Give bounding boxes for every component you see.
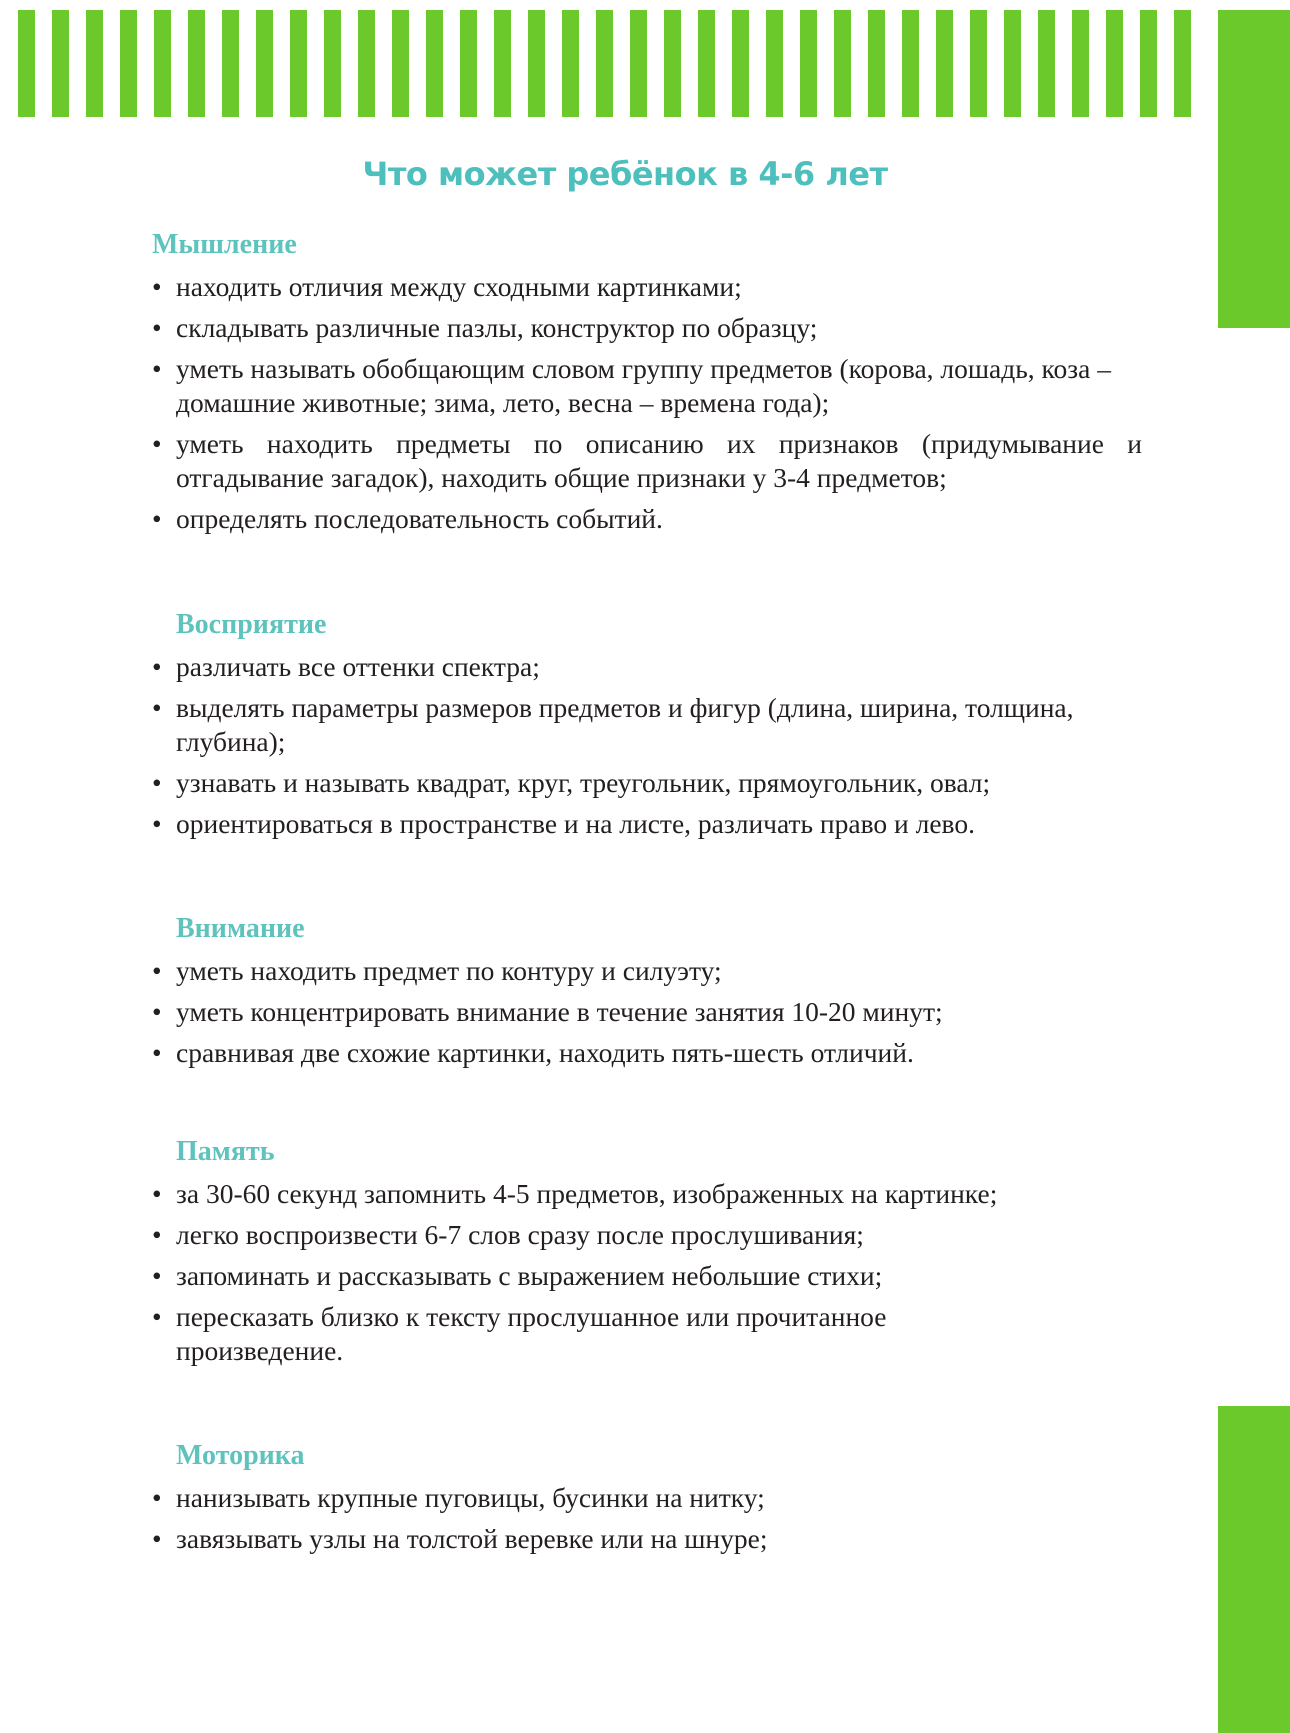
bullet-icon: • bbox=[152, 503, 162, 534]
bullet-icon: • bbox=[152, 692, 162, 723]
bullet-icon: • bbox=[152, 996, 162, 1027]
section-heading: Мышление bbox=[152, 229, 297, 260]
list-item: • за 30-60 секунд запомнить 4-5 предметов, изображенных на картинке; bbox=[152, 1178, 998, 1209]
section-attention bbox=[152, 912, 1142, 1077]
section-heading: Моторика bbox=[176, 1440, 305, 1471]
list-item: • уметь находить предметы по описанию их признаков (придумывание и отгадывание загадок), находить общие признаки у 3-4 предметов; bbox=[152, 428, 1142, 493]
bullet-icon: • bbox=[152, 651, 162, 682]
section-heading: Память bbox=[176, 1136, 275, 1167]
decorative-stripes bbox=[18, 10, 1208, 117]
bullet-icon: • bbox=[152, 808, 162, 839]
list-item: • уметь концентрировать внимание в течение занятия 10-20 минут; bbox=[152, 996, 943, 1027]
section-heading: Внимание bbox=[176, 913, 305, 944]
list-item: • сравнивая две схожие картинки, находить пять-шесть отличий. bbox=[152, 1037, 914, 1068]
bullet-icon: • bbox=[152, 271, 162, 302]
list-item: • выделять параметры размеров предметов и фигур (длина, ширина, толщина, глубина); bbox=[152, 692, 1074, 757]
section-memory bbox=[152, 1135, 1142, 1375]
list-item: • определять последовательность событий. bbox=[152, 503, 663, 534]
list-item: • складывать различные пазлы, конструктор по образцу; bbox=[152, 312, 818, 343]
bullet-icon: • bbox=[152, 1037, 162, 1068]
section-heading: Восприятие bbox=[176, 609, 327, 640]
list-item: • узнавать и называть квадрат, круг, треугольник, прямоугольник, овал; bbox=[152, 767, 991, 798]
list-item: • уметь находить предмет по контуру и силуэту; bbox=[152, 955, 722, 986]
bullet-icon: • bbox=[152, 955, 162, 986]
list-item: • находить отличия между сходными картинками; bbox=[152, 271, 742, 302]
list-item: • уметь называть обобщающим словом группу предметов (корова, лошадь, коза – домашние животные; зима, лето, весна – времена года); bbox=[152, 353, 1111, 418]
list-item: • легко воспроизвести 6-7 слов сразу после прослушивания; bbox=[152, 1219, 864, 1250]
list-item: • завязывать узлы на толстой веревке или на шнуре; bbox=[152, 1523, 768, 1554]
bullet-icon: • bbox=[152, 428, 162, 459]
list-item: • пересказать близко к тексту прослушанное или прочитанное произведение. bbox=[152, 1301, 887, 1366]
bullet-icon: • bbox=[152, 1301, 162, 1332]
list-item: • различать все оттенки спектра; bbox=[152, 651, 540, 682]
bullet-icon: • bbox=[152, 767, 162, 798]
bullet-icon: • bbox=[152, 1523, 162, 1554]
list-item: • нанизывать крупные пуговицы, бусинки на нитку; bbox=[152, 1482, 765, 1513]
bullet-icon: • bbox=[152, 1482, 162, 1513]
bullet-icon: • bbox=[152, 353, 162, 384]
bullet-icon: • bbox=[152, 1260, 162, 1291]
section-thinking bbox=[152, 228, 1142, 543]
list-item: • запоминать и рассказывать с выражением небольшие стихи; bbox=[152, 1260, 883, 1291]
bullet-icon: • bbox=[152, 1219, 162, 1250]
page-title: Что может ребёнок в 4-6 лет bbox=[362, 155, 888, 193]
side-accent-bar-bottom bbox=[1218, 1406, 1290, 1733]
section-motor-skills bbox=[152, 1439, 1142, 1563]
section-perception bbox=[152, 608, 1142, 848]
bullet-icon: • bbox=[152, 1178, 162, 1209]
list-item: • ориентироваться в пространстве и на листе, различать право и лево. bbox=[152, 808, 975, 839]
bullet-icon: • bbox=[152, 312, 162, 343]
